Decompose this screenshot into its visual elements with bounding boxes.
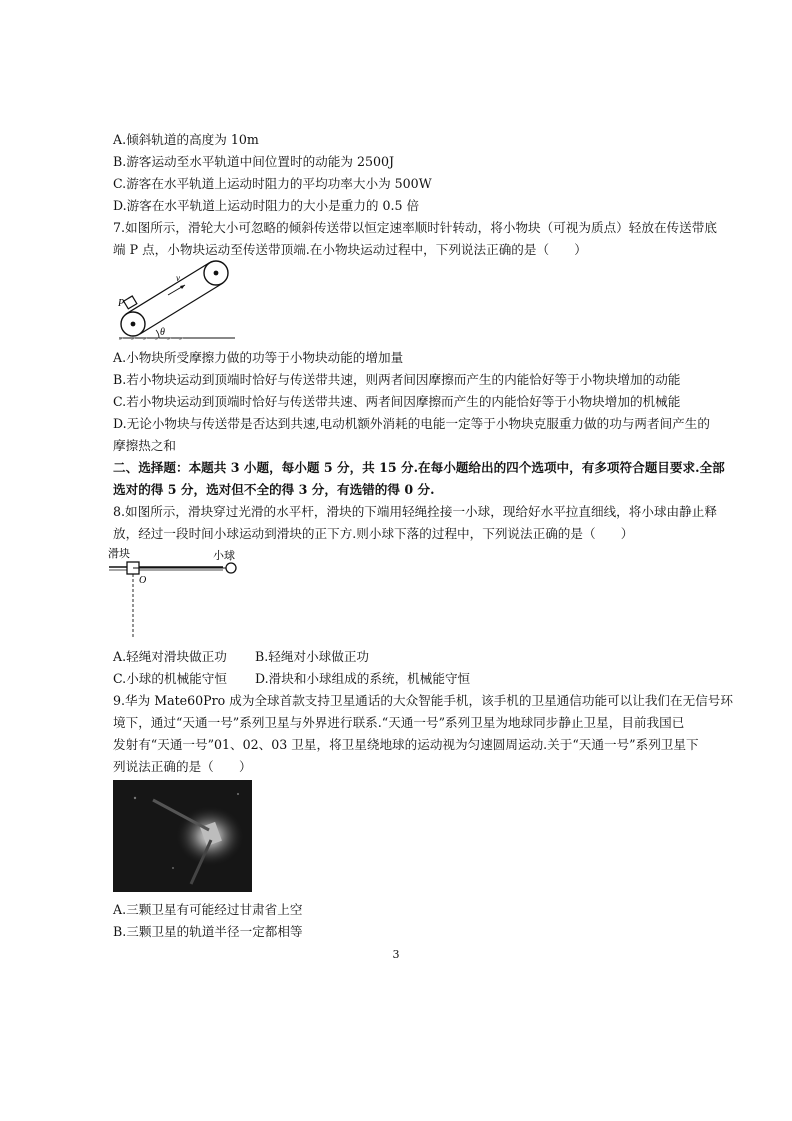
q6-option-d: D.游客在水平轨道上运动时阻力的大小是重力的 0.5 倍: [113, 198, 420, 213]
q7-option-d-line2: 摩擦热之和: [113, 438, 176, 453]
q7-option-c: C.若小物块运动到顶端时恰好与传送带共速、两者间因摩擦而产生的内能恰好等于小物块增加的机械能: [113, 394, 681, 409]
q8-options-row2: [113, 671, 470, 687]
q6-option-a: A.倾斜轨道的高度为 10m: [113, 132, 259, 147]
q8-option-a: A.轻绳对滑块做正功: [113, 649, 227, 664]
belt-lower: [140, 283, 223, 334]
label-ball: 小球: [213, 549, 235, 562]
q7-stem-line2: 端 P 点，小物块运动至传送带顶端.在小物块运动过程中，下列说法正确的是（ ）: [113, 242, 587, 257]
q8-stem-line1: 8.如图所示，滑块穿过光滑的水平杆，滑块的下端用轻绳拴接一小球，现给好水平拉直细线，将小球由静止释: [113, 504, 717, 519]
small-ball: [226, 563, 236, 573]
satellite-image: [113, 780, 252, 892]
slider-rod-figure: [105, 545, 245, 640]
q9-stem-line2: 境下，通过“天通一号”系列卫星与外界进行联系.“天通一号”系列卫星为地球同步静止卫星，目前我国已: [113, 715, 685, 730]
small-block: [124, 296, 137, 309]
q8-option-b: B.轻绳对小球做正功: [255, 649, 370, 664]
q9-stem-line3: 发射有“天通一号”01、02、03 卫星，将卫星绕地球的运动视为匀速圆周运动.关于“天通一号”系列卫星下: [113, 737, 699, 752]
label-slider: 滑块: [108, 547, 130, 560]
satellite-photo: [113, 780, 252, 892]
q6-option-b: B.游客运动至水平轨道中间位置时的动能为 2500J: [113, 154, 395, 169]
q7-option-a: A.小物块所受摩擦力做的功等于小物块动能的增加量: [113, 350, 404, 365]
section2-heading-line2: 选对的得 5 分，选对但不全的得 3 分，有选错的得 0 分.: [113, 482, 435, 497]
conveyor-belt-figure: [113, 256, 238, 340]
label-p: P: [118, 298, 125, 309]
q8-option-c: C.小球的机械能守恒: [113, 671, 227, 686]
angle-arc: [156, 330, 159, 338]
belt-upper: [126, 263, 209, 314]
q7-option-d-line1: D.无论小物块与传送带是否达到共速,电动机额外消耗的电能一定等于小物块克服重力做的功与两者间产生的: [113, 416, 710, 431]
q8-stem-line2: 放，经过一段时间小球运动到滑块的正下方.则小球下落的过程中，下列说法正确的是（ ）: [113, 526, 634, 541]
page-number: 3: [392, 948, 400, 961]
q8-options-row1: [113, 649, 369, 665]
section2-heading-line1: 二、选择题：本题共 3 小题，每小题 5 分，共 15 分.在每小题给出的四个选项中，有多项符合题目要求.全部: [113, 460, 725, 475]
q9-stem-line1: 9.华为 Mate60Pro 成为全球首款支持卫星通话的大众智能手机，该手机的卫星通信功能可以让我们在无信号环: [113, 693, 733, 708]
bottom-pulley-axle: [131, 322, 136, 327]
q7-option-b: B.若小物块运动到顶端时恰好与传送带共速，则两者间因摩擦而产生的内能恰好等于小物块增加的动能: [113, 372, 681, 387]
q9-option-b: B.三颗卫星的轨道半径一定都相等: [113, 924, 303, 939]
q8-option-d: D.滑块和小球组成的系统，机械能守恒: [255, 671, 471, 686]
velocity-arrowhead: [180, 285, 185, 289]
q6-option-c: C.游客在水平轨道上运动时阻力的平均功率大小为 500W: [113, 176, 432, 191]
label-o: O: [139, 575, 147, 586]
q7-stem-line1: 7.如图所示，滑轮大小可忽略的倾斜传送带以恒定速率顺时针转动，将小物块（可视为质点）轻放在传送带底: [113, 220, 717, 235]
label-v: v: [176, 273, 180, 283]
q9-option-a: A.三颗卫星有可能经过甘肃省上空: [113, 902, 303, 917]
top-pulley-axle: [214, 271, 219, 276]
label-theta: θ: [160, 327, 165, 338]
q9-stem-line4: 列说法正确的是（ ）: [113, 759, 252, 774]
